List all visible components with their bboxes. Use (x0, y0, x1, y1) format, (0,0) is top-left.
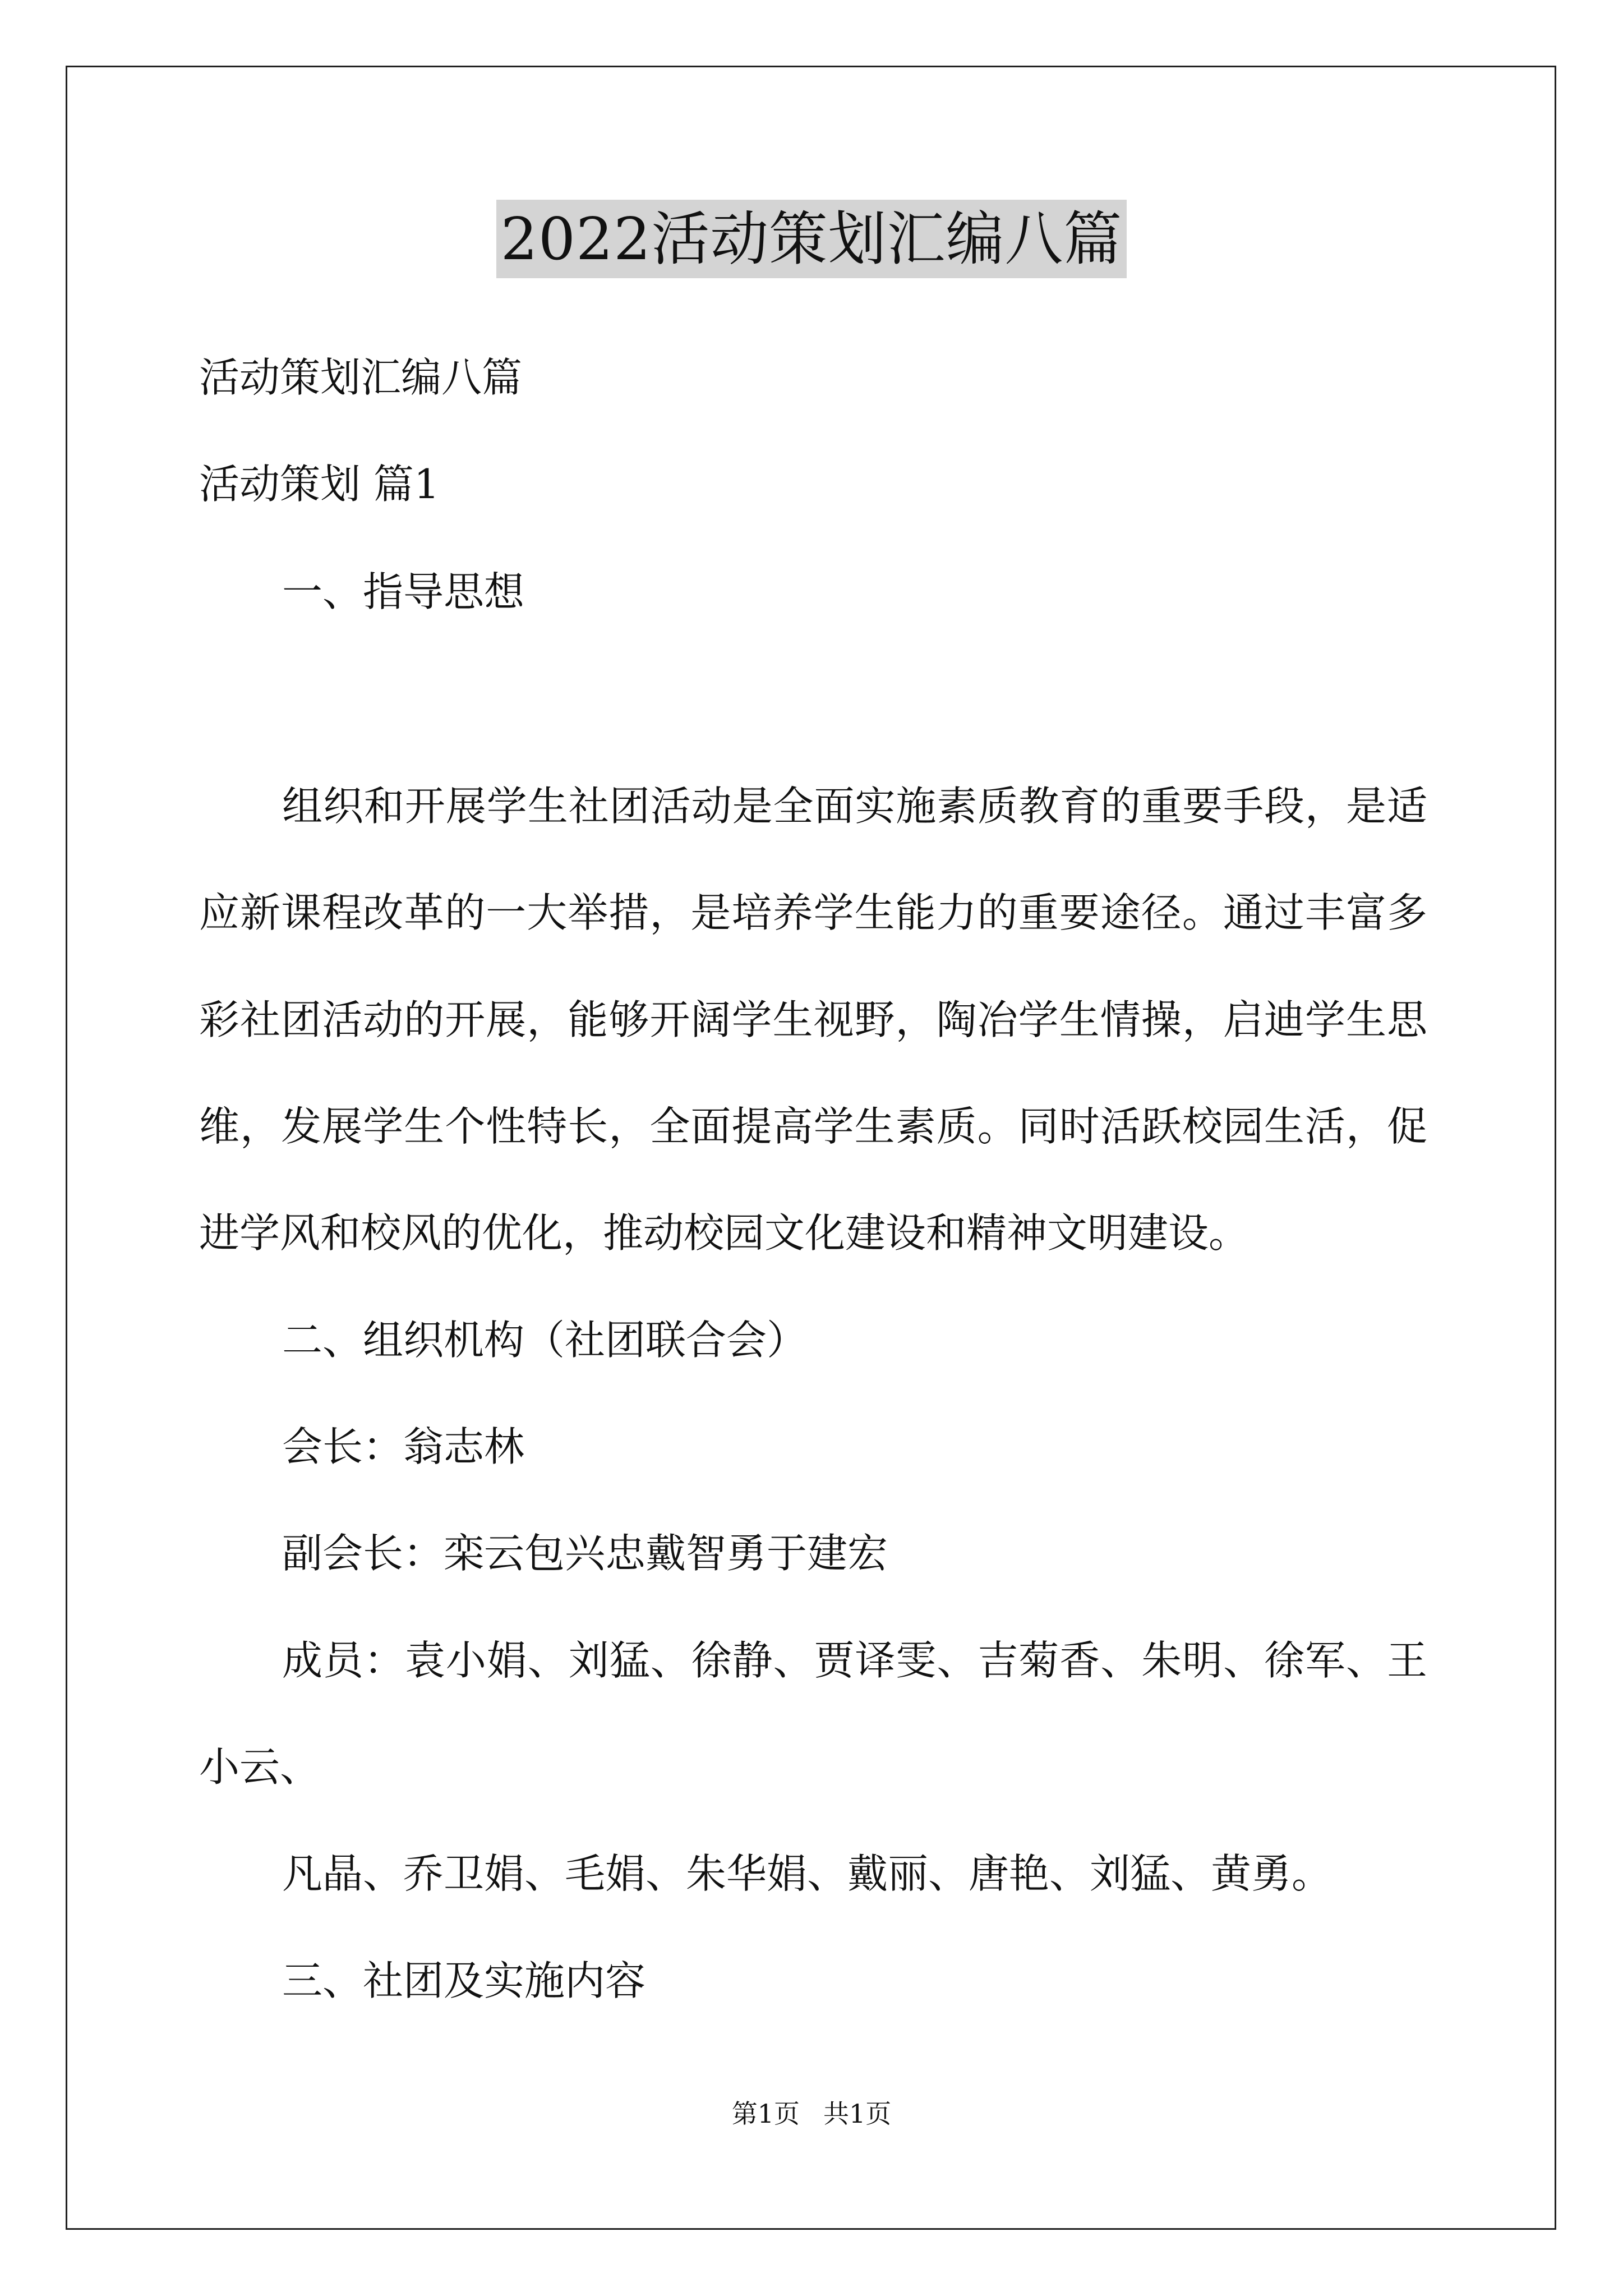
members-line: 凡晶、乔卫娟、毛娟、朱华娟、戴丽、唐艳、刘猛、黄勇。 (282, 1850, 1332, 1897)
heading-clubs-content: 三、社团及实施内容 (282, 1957, 646, 2004)
heading-guiding-ideology: 一、指导思想 (282, 568, 525, 615)
paragraph-line: 进学风和校风的优化，推动校园文化建设和精神文明建设。 (199, 1209, 1249, 1257)
president-line: 会长：翁志林 (282, 1423, 525, 1470)
page-footer (0, 2098, 1623, 2129)
members-line: 成员：袁小娟、刘猛、徐静、贾译雯、吉菊香、朱明、徐军、王 (282, 1637, 1427, 1684)
paragraph-line: 组织和开展学生社团活动是全面实施素质教育的重要手段，是适 (282, 783, 1427, 830)
page-total: 共1页 (823, 2099, 892, 2129)
document-title: 2022活动策划汇编八篇 (496, 200, 1127, 278)
page-number: 第1页 (731, 2099, 800, 2129)
title-container (0, 200, 1623, 278)
section-heading: 活动策划 篇1 (199, 461, 440, 508)
paragraph-line: 应新课程改革的一大举措，是培养学生能力的重要途径。通过丰富多 (199, 889, 1427, 936)
members-line: 小云、 (199, 1743, 321, 1791)
paragraph-line: 维，发展学生个性特长，全面提高学生素质。同时活跃校园生活，促 (199, 1103, 1427, 1150)
vice-president-line: 副会长：栾云包兴忠戴智勇于建宏 (282, 1530, 888, 1577)
heading-organization: 二、组织机构（社团联合会） (282, 1317, 808, 1364)
subtitle: 活动策划汇编八篇 (199, 354, 523, 401)
paragraph-line: 彩社团活动的开展，能够开阔学生视野，陶冶学生情操，启迪学生思 (199, 996, 1427, 1043)
